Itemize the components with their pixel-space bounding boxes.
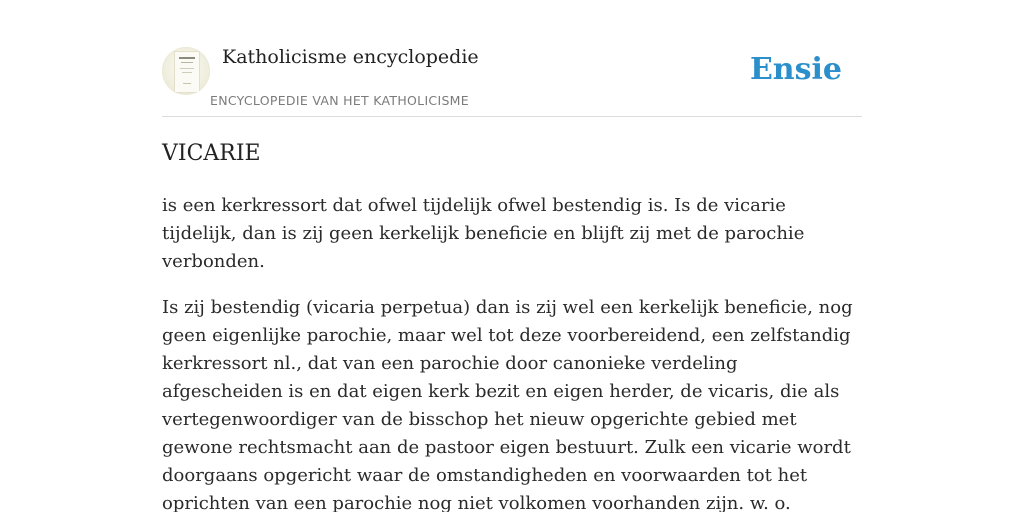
book-cover-icon xyxy=(174,51,200,93)
encyclopedia-title[interactable]: Katholicisme encyclopedie xyxy=(222,46,479,68)
encyclopedia-subtitle: ENCYCLOPEDIE VAN HET KATHOLICISME xyxy=(210,93,469,108)
article xyxy=(162,138,862,512)
encyclopedia-avatar[interactable] xyxy=(162,47,210,95)
ensie-logo-link[interactable]: Ensie xyxy=(749,52,842,87)
article-paragraph: Is zij bestendig (vicaria perpetua) dan is zij wel een kerkelijk beneficie, nog geen eigenlijke parochie, maar wel tot deze voorbereidend, een zelfstandig kerkressort nl., dat van een parochie door canonieke verdeling afgescheiden is en dat eigen kerk bezit en eigen herder, de vicaris, die als vertegenwoordiger van de bisschop het nieuw opgerichte gebied met gewone rechtsmacht aan de pastoor eigen bestuurt. Zulk een vicarie wordt doorgaans opgericht waar de omstandigheden en voorwaarden tot het oprichten van een parochie nog niet volkomen voorhanden zijn. w. o. xyxy=(162,297,853,512)
article-headword: VICARIE xyxy=(162,141,261,166)
site-header xyxy=(162,44,862,117)
article-paragraph: is een kerkressort dat ofwel tijdelijk ofwel bestendig is. Is de vicarie tijdelijk, dan is zij geen kerkelijk beneficie en blijft zij met de parochie verbonden. xyxy=(162,195,805,272)
